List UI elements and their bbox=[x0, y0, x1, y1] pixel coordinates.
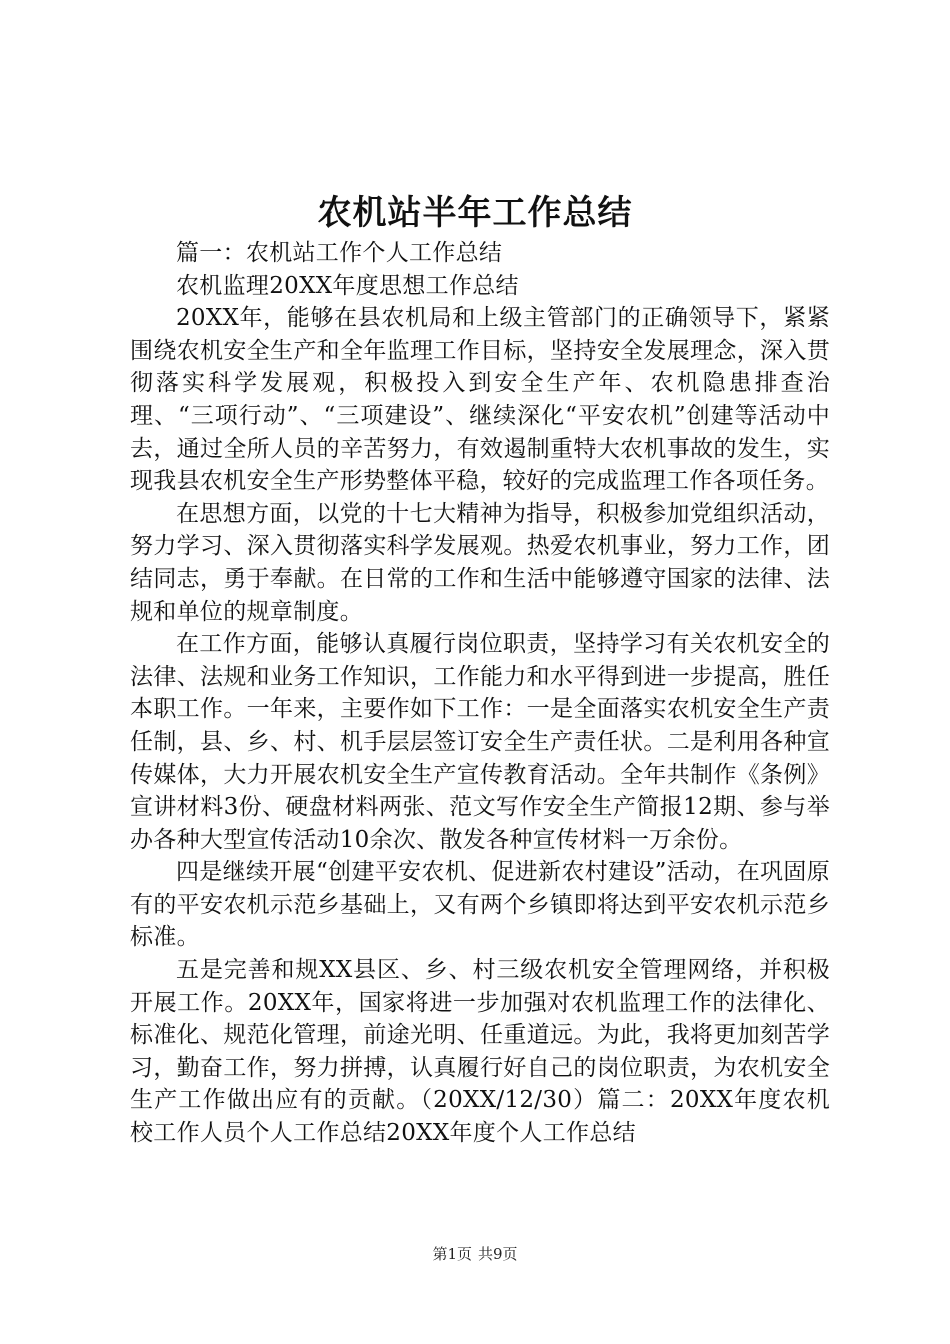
paragraph-intro: 20XX年，能够在县农机局和上级主管部门的正确领导下，紧紧围绕农机安全生产和全年监理工作目标，坚持安全发展理念，深入贯彻落实科学发展观，积极投入到安全生产年、农机隐患排查治理、“三项行动”、“三项建设”、继续深化“平安农机”创建等活动中去，通过全所人员的辛苦努力，有效遏制重特大农机事故的发生，实现我县农机安全生产形势整体平稳，较好的完成监理工作各项任务。 bbox=[130, 305, 830, 495]
paragraph-section-heading: 篇一：农机站工作个人工作总结 bbox=[176, 240, 503, 266]
paragraph-item-five: 五是完善和规XX县区、乡、村三级农机安全管理网络，并积极开展工作。20XX年，国家将进一步加强对农机监理工作的法律化、标准化、规范化管理，前途光明、任重道远。为此，我将更加刻苦学习，勤奋工作，努力拼搏，认真履行好自己的岗位职责，为农机安全生产工作做出应有的贡献。（20XX/12/30）篇二：20XX年度农机校工作人员个人工作总结20XX年度个人工作总结 bbox=[130, 957, 830, 1147]
paragraph-work: 在工作方面，能够认真履行岗位职责，坚持学习有关农机安全的法律、法规和业务工作知识，工作能力和水平得到进一步提高，胜任本职工作。一年来，主要作如下工作：一是全面落实农机安全生产责任制，县、乡、村、机手层层签订安全生产责任状。二是利用各种宣传媒体，大力开展农机安全生产宣传教育活动。全年共制作《条例》宣讲材料3份、硬盘材料两张、范文写作安全生产简报12期、参与举办各种大型宣传活动10余次、散发各种宣传材料一万余份。 bbox=[130, 631, 830, 853]
paragraph-thought: 在思想方面，以党的十七大精神为指导，积极参加党组织活动，努力学习、深入贯彻落实科学发展观。热爱农机事业，努力工作，团结同志，勇于奉献。在日常的工作和生活中能够遵守国家的法律、法规和单位的规章制度。 bbox=[130, 500, 830, 625]
paragraph-subtitle: 农机监理20XX年度思想工作总结 bbox=[176, 272, 519, 299]
page-number: 第1页 bbox=[432, 1245, 472, 1263]
page-footer bbox=[0, 1243, 950, 1264]
paragraph-item-four: 四是继续开展“创建平安农机、促进新农村建设”活动，在巩固原有的平安农机示范乡基础上，又有两个乡镇即将达到平安农机示范乡标准。 bbox=[130, 859, 830, 951]
document-title: 农机站半年工作总结 bbox=[317, 193, 633, 233]
document-body bbox=[130, 237, 830, 1150]
page-total: 共9页 bbox=[478, 1245, 518, 1263]
